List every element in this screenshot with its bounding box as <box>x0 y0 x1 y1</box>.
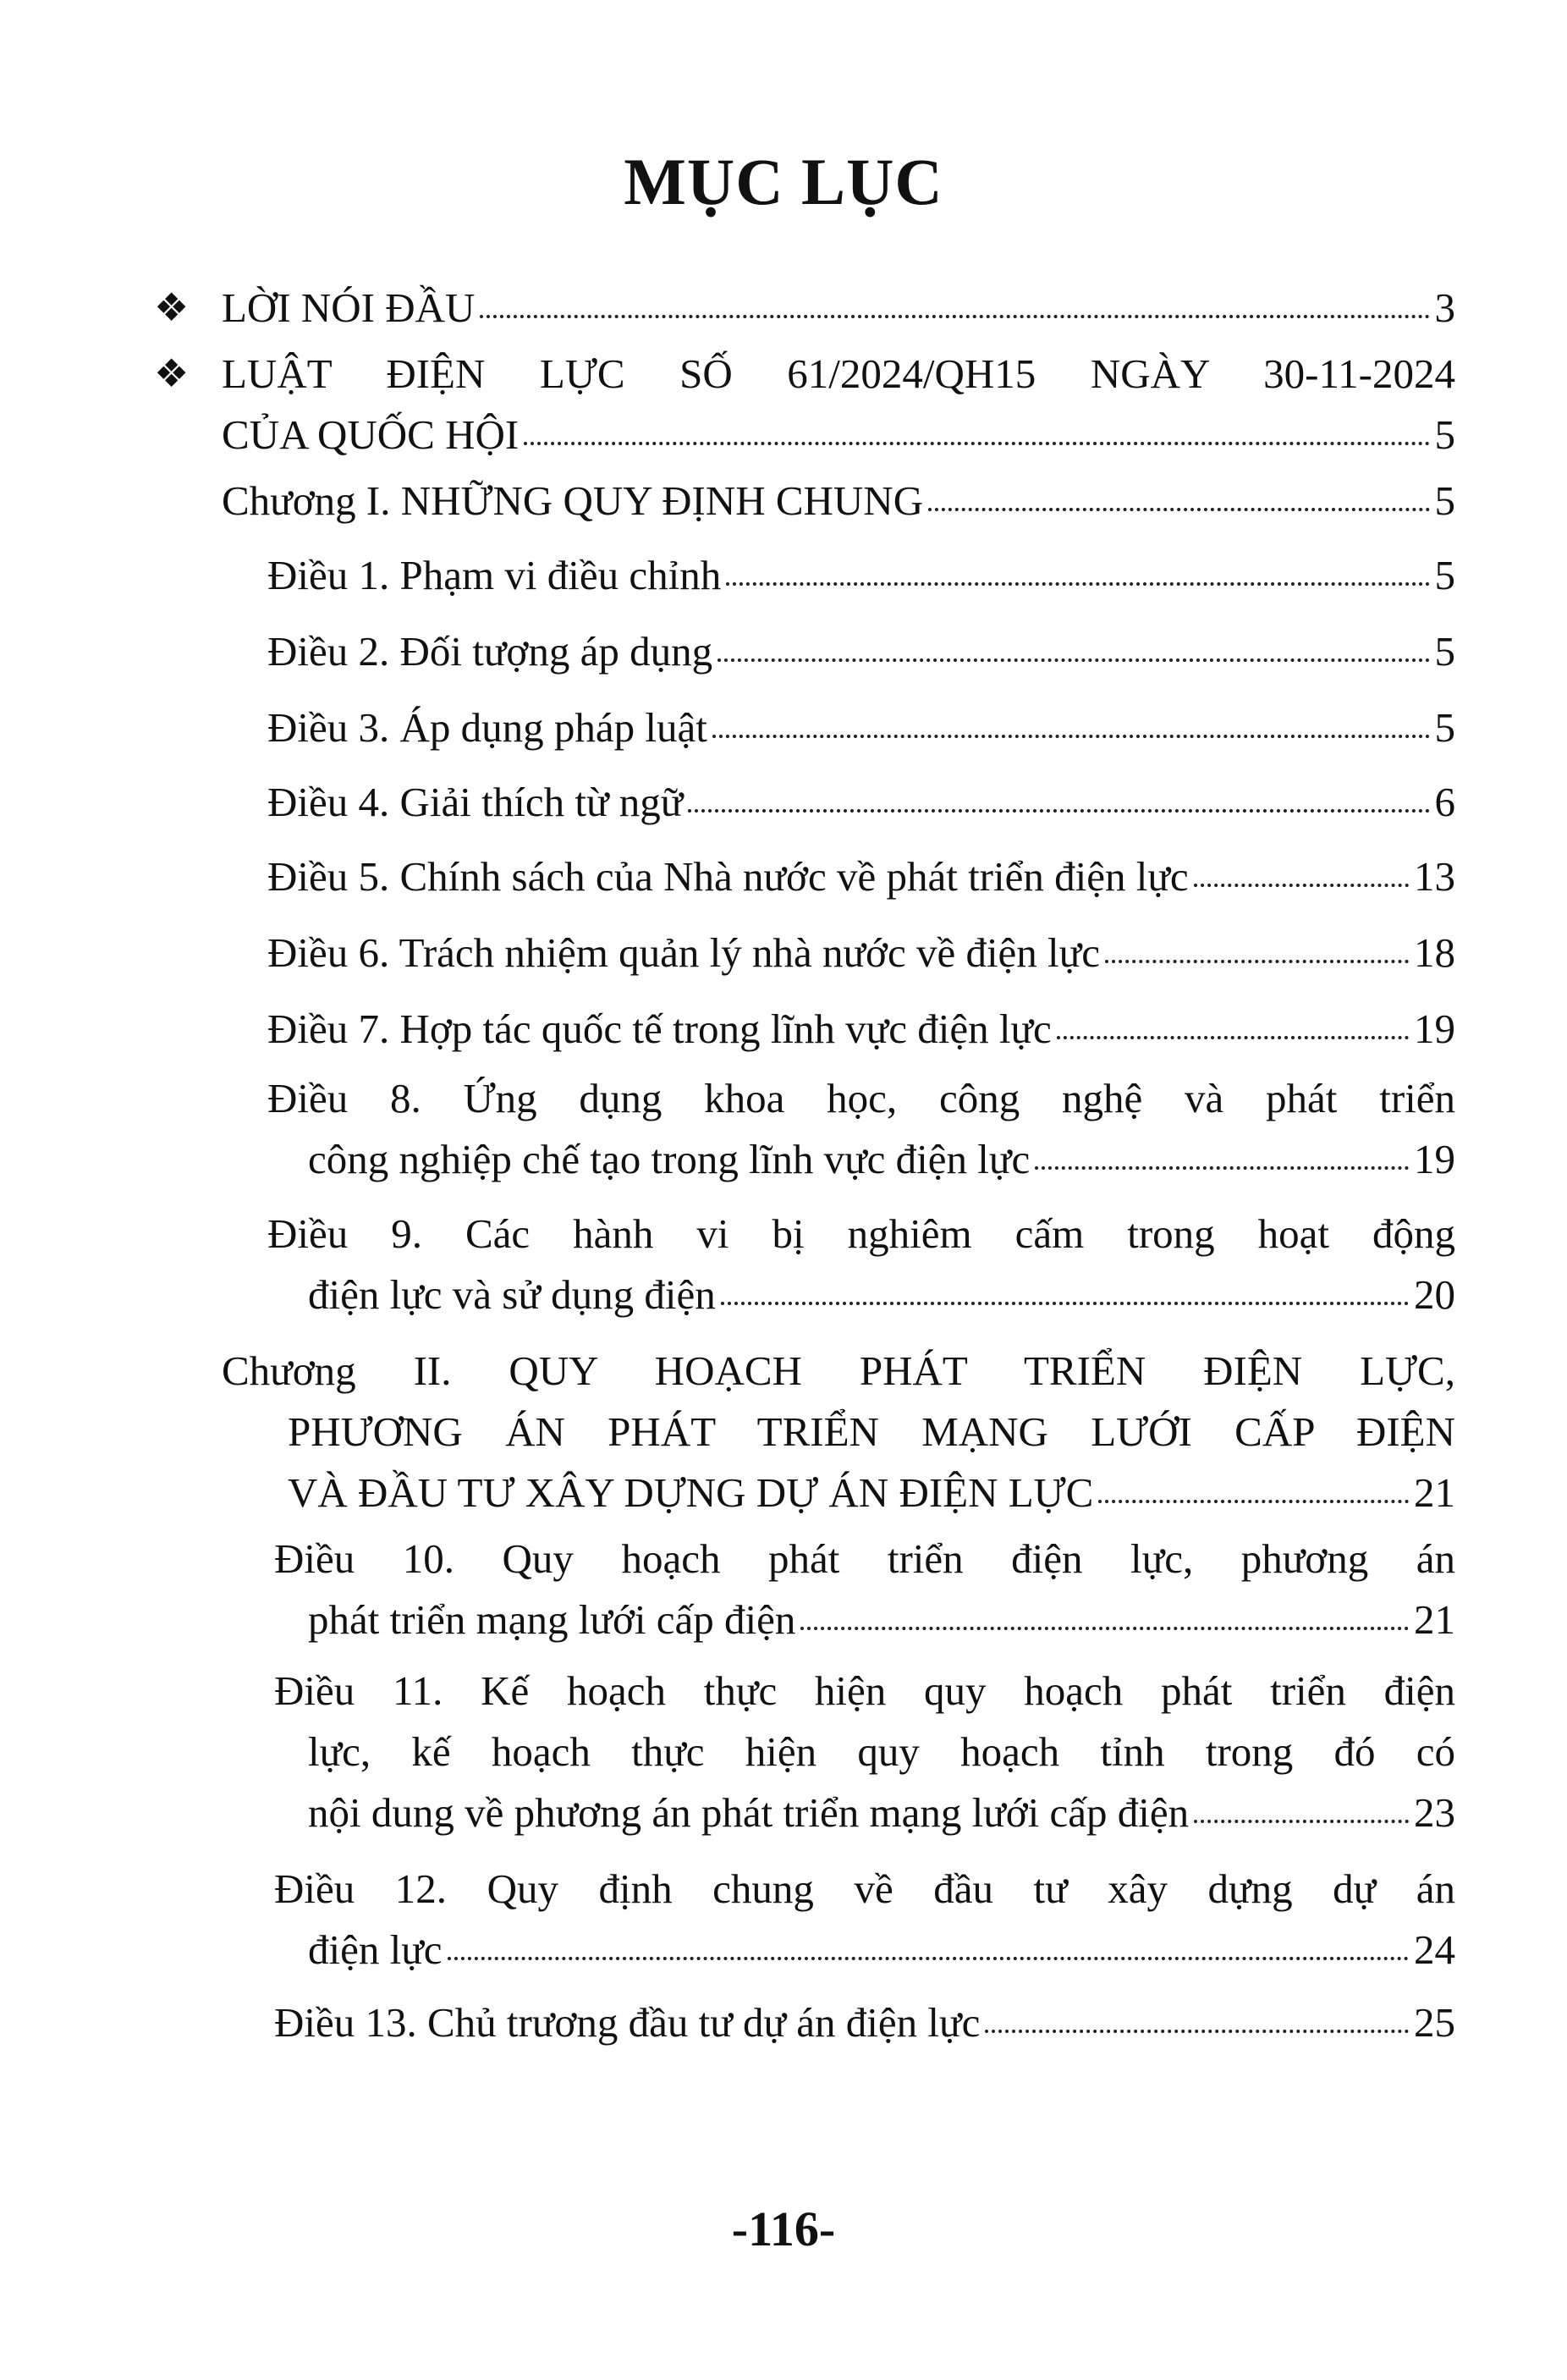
toc-entry-text: Điều 2. Đối tượng áp dụng <box>267 628 713 675</box>
toc-entry-article-9[interactable] <box>267 1204 1455 1325</box>
page-number: -116- <box>731 2201 836 2256</box>
toc-entry-article-1[interactable] <box>267 545 1455 606</box>
toc-page-number: 3 <box>1434 284 1455 331</box>
dot-leader <box>928 508 1429 511</box>
dot-leader <box>1098 1500 1409 1503</box>
toc-entry-law[interactable] <box>222 344 1455 466</box>
toc-page-number: 5 <box>1434 552 1455 598</box>
toc-entry-article-12[interactable] <box>274 1859 1455 1981</box>
dot-leader <box>1035 1166 1409 1170</box>
toc-page-number: 5 <box>1434 477 1455 524</box>
toc-page-number: 6 <box>1434 779 1455 825</box>
toc-entry-text: lực, kế hoạch thực hiện quy hoạch tỉnh trong đó có <box>308 1728 1455 1775</box>
toc-entry-article-13[interactable] <box>274 1992 1455 2053</box>
toc-page-number: 21 <box>1414 1596 1455 1643</box>
toc-page-number: 18 <box>1414 929 1455 976</box>
toc-entry-text: CỦA QUỐC HỘI <box>222 411 520 458</box>
toc-page-number: 20 <box>1414 1271 1455 1318</box>
dot-leader <box>480 315 1429 318</box>
dot-leader <box>688 809 1429 813</box>
toc-page-number: 5 <box>1434 411 1455 458</box>
toc-entry-article-5[interactable] <box>267 846 1455 907</box>
toc-entry-text: phát triển mạng lưới cấp điện <box>308 1596 796 1643</box>
dot-leader <box>721 1302 1409 1305</box>
diamond-bullet-icon: ❖ <box>154 286 190 329</box>
toc-entry-text: công nghiệp chế tạo trong lĩnh vực điện lực <box>308 1136 1031 1182</box>
toc-page-number: 13 <box>1414 853 1455 900</box>
toc-page-number: 25 <box>1414 1999 1455 2046</box>
toc-entry-article-2[interactable] <box>267 621 1455 682</box>
toc-entry-text: Điều 4. Giải thích từ ngữ <box>267 779 684 825</box>
dot-leader <box>1194 1820 1409 1823</box>
diamond-bullet-icon: ❖ <box>154 352 190 395</box>
page-title: MỤC LỤC <box>624 145 943 218</box>
toc-entry-text: VÀ ĐẦU TƯ XÂY DỰNG DỰ ÁN ĐIỆN LỰC <box>288 1469 1094 1516</box>
toc-entry-text: Điều 11. Kế hoạch thực hiện quy hoạch phát triển điện <box>274 1667 1455 1714</box>
dot-leader <box>1105 960 1409 963</box>
toc-entry-article-8[interactable] <box>267 1068 1455 1190</box>
toc-page-number: 23 <box>1414 1789 1455 1836</box>
toc-entry-text: PHƯƠNG ÁN PHÁT TRIỂN MẠNG LƯỚI CẤP ĐIỆN <box>288 1408 1455 1455</box>
toc-entry-article-6[interactable] <box>267 923 1455 983</box>
toc-page-number: 5 <box>1434 704 1455 751</box>
toc-entry-text: Điều 3. Áp dụng pháp luật <box>267 704 707 751</box>
toc-entry-article-7[interactable] <box>267 999 1455 1060</box>
toc-entry-text: điện lực và sử dụng điện <box>308 1271 716 1318</box>
toc-page-number: 5 <box>1434 628 1455 675</box>
toc-entry-article-4[interactable] <box>267 772 1455 833</box>
toc-entry-text: điện lực <box>308 1926 443 1973</box>
dot-leader <box>1194 884 1409 887</box>
dot-leader <box>718 658 1429 662</box>
dot-leader <box>726 582 1429 586</box>
toc-entry-text: Điều 5. Chính sách của Nhà nước về phát triển điện lực <box>267 853 1189 900</box>
toc-entry-chapter-2[interactable] <box>222 1341 1455 1523</box>
toc-entry-text: Điều 7. Hợp tác quốc tế trong lĩnh vực điện lực <box>267 1005 1052 1052</box>
toc-page-number: 19 <box>1414 1136 1455 1182</box>
toc-entry-text: Điều 1. Phạm vi điều chỉnh <box>267 552 722 598</box>
toc-page-number: 21 <box>1414 1469 1455 1516</box>
dot-leader <box>524 442 1429 445</box>
toc-entry-text: nội dung về phương án phát triển mạng lưới cấp điện <box>308 1789 1190 1836</box>
toc-entry-text: LUẬT ĐIỆN LỰC SỐ 61/2024/QH15 NGÀY 30-11-2024 <box>222 350 1455 397</box>
toc-entry-article-3[interactable] <box>267 697 1455 758</box>
toc-entry-text: Điều 9. Các hành vi bị nghiêm cấm trong hoạt động <box>267 1210 1455 1257</box>
dot-leader <box>985 2030 1409 2033</box>
toc-entry-foreword[interactable] <box>222 278 1455 339</box>
toc-entry-chapter-1[interactable] <box>222 471 1455 532</box>
toc-entry-text: Điều 10. Quy hoạch phát triển điện lực, phương án <box>274 1535 1455 1582</box>
dot-leader <box>1057 1036 1409 1039</box>
toc-entry-text: Điều 8. Ứng dụng khoa học, công nghệ và phát triển <box>267 1075 1455 1121</box>
dot-leader <box>448 1957 1409 1960</box>
toc-entry-text: Chương I. NHỮNG QUY ĐỊNH CHUNG <box>222 477 924 524</box>
dot-leader <box>712 735 1430 738</box>
toc-entry-text: Điều 13. Chủ trương đầu tư dự án điện lực <box>274 1999 981 2046</box>
toc-entry-article-10[interactable] <box>274 1529 1455 1650</box>
toc-page-number: 19 <box>1414 1005 1455 1052</box>
toc-entry-text: Chương II. QUY HOẠCH PHÁT TRIỂN ĐIỆN LỰC, <box>222 1347 1455 1394</box>
toc-entry-text: LỜI NÓI ĐẦU <box>222 284 476 331</box>
toc-entry-text: Điều 12. Quy định chung về đầu tư xây dựng dự án <box>274 1865 1455 1912</box>
dot-leader <box>800 1627 1409 1630</box>
toc-entry-article-11[interactable] <box>274 1661 1455 1843</box>
toc-page-number: 24 <box>1414 1926 1455 1973</box>
toc-entry-text: Điều 6. Trách nhiệm quản lý nhà nước về điện lực <box>267 929 1100 976</box>
